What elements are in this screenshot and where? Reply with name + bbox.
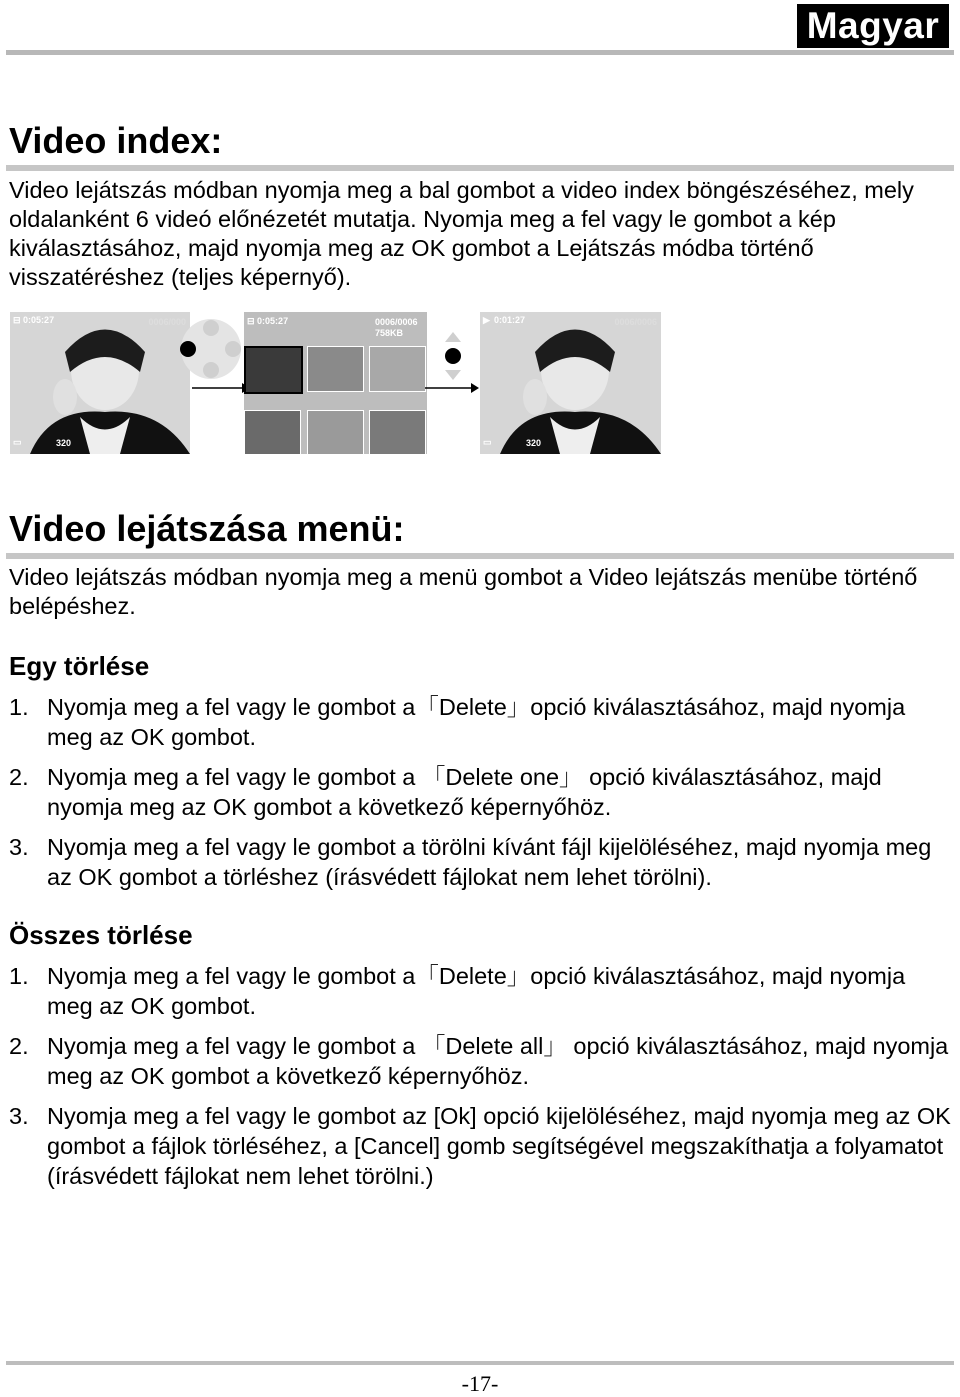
- list-item: 3. Nyomja meg a fel vagy le gombot az [Ok] opció kijelöléséhez, majd nyomja meg az OK gombot a fájlok törléséhez, a [Cancel] gomb segítségével megszakíthatja a folyamatot (írásvédett fájlokat nem lehet törölni.): [9, 1103, 951, 1189]
- footer-rule: [6, 1361, 954, 1365]
- video-index-paragraph: Video lejátszás módban nyomja meg a bal gombot a video index böngészéséhez, mely oldalanként 6 videó előnézetét mutatja. Nyomja meg a fel vagy le gombot a kép kiválasztásához, majd nyomja meg az OK gombot a Lejátszás módba történő visszatéréshez (teljes képernyő).: [9, 177, 914, 290]
- playback-screen-1: [10, 312, 190, 454]
- thumbnail-selected[interactable]: [244, 346, 303, 394]
- delete-one-steps: [9, 692, 954, 902]
- file-counter: 0006/000: [148, 317, 186, 327]
- thumbnail[interactable]: [307, 410, 364, 454]
- time-readout: ⊟ 0:05:27: [13, 315, 55, 325]
- portrait-photo: [480, 312, 661, 454]
- battery-icon: ▭: [13, 437, 22, 447]
- video-index-illustration: [0, 300, 960, 460]
- arrow-right-icon: [190, 380, 252, 396]
- video-index-screen: [244, 312, 427, 454]
- section-rule: [6, 165, 954, 171]
- header-rule: [6, 50, 954, 55]
- file-counter: 0006/0006: [375, 317, 418, 327]
- resolution-label: 320: [56, 438, 72, 448]
- language-badge: Magyar: [797, 4, 949, 48]
- list-item: 2. Nyomja meg a fel vagy le gombot a 「Delete one」 opció kiválasztásához, majd nyomja meg az OK gombot a következő képernyőhöz.: [9, 764, 882, 820]
- delete-all-steps: [9, 961, 954, 1201]
- list-item: 1. Nyomja meg a fel vagy le gombot a「Delete」opció kiválasztásához, majd nyomja meg az OK gombot.: [9, 963, 906, 1019]
- time-readout: 0:01:27: [494, 315, 526, 325]
- list-item: 2. Nyomja meg a fel vagy le gombot a 「Delete all」 opció kiválasztásához, majd nyomja meg az OK gombot a következő képernyőhöz.: [9, 1033, 949, 1089]
- up-down-button-icon: [440, 330, 466, 382]
- video-menu-paragraph: Video lejátszás módban nyomja meg a menü gombot a Video lejátszás menübe történő belépéshez.: [9, 564, 918, 619]
- thumbnail[interactable]: [369, 410, 426, 454]
- thumbnail[interactable]: [369, 346, 426, 392]
- play-icon: ▶: [483, 315, 490, 325]
- file-counter: 0006/0006: [614, 317, 657, 327]
- heading-delete-all: Összes törlése: [9, 920, 193, 950]
- dpad-left-icon: [178, 314, 244, 384]
- heading-delete-one: Egy törlése: [9, 651, 150, 681]
- section-title-video-menu: Video lejátszása menü:: [9, 508, 405, 549]
- arrow-right-icon: [423, 380, 485, 396]
- section-title-video-index: Video index:: [9, 120, 223, 161]
- file-size: 758KB: [375, 328, 404, 338]
- thumbnail[interactable]: [244, 410, 301, 454]
- list-item: 3. Nyomja meg a fel vagy le gombot a törölni kívánt fájl kijelöléséhez, majd nyomja meg az OK gombot a törléshez (írásvédett fájlokat nem lehet törölni).: [9, 834, 932, 890]
- list-item: 1. Nyomja meg a fel vagy le gombot a「Delete」opció kiválasztásához, majd nyomja meg az OK gombot.: [9, 694, 906, 750]
- portrait-photo: [10, 312, 190, 454]
- page-number: -17-: [461, 1371, 499, 1396]
- thumbnail[interactable]: [307, 346, 364, 392]
- battery-icon: ▭: [483, 437, 492, 447]
- time-readout: ⊟ 0:05:27: [247, 316, 289, 326]
- section-rule: [6, 553, 954, 559]
- playback-screen-2: [480, 312, 661, 454]
- resolution-label: 320: [526, 438, 542, 448]
